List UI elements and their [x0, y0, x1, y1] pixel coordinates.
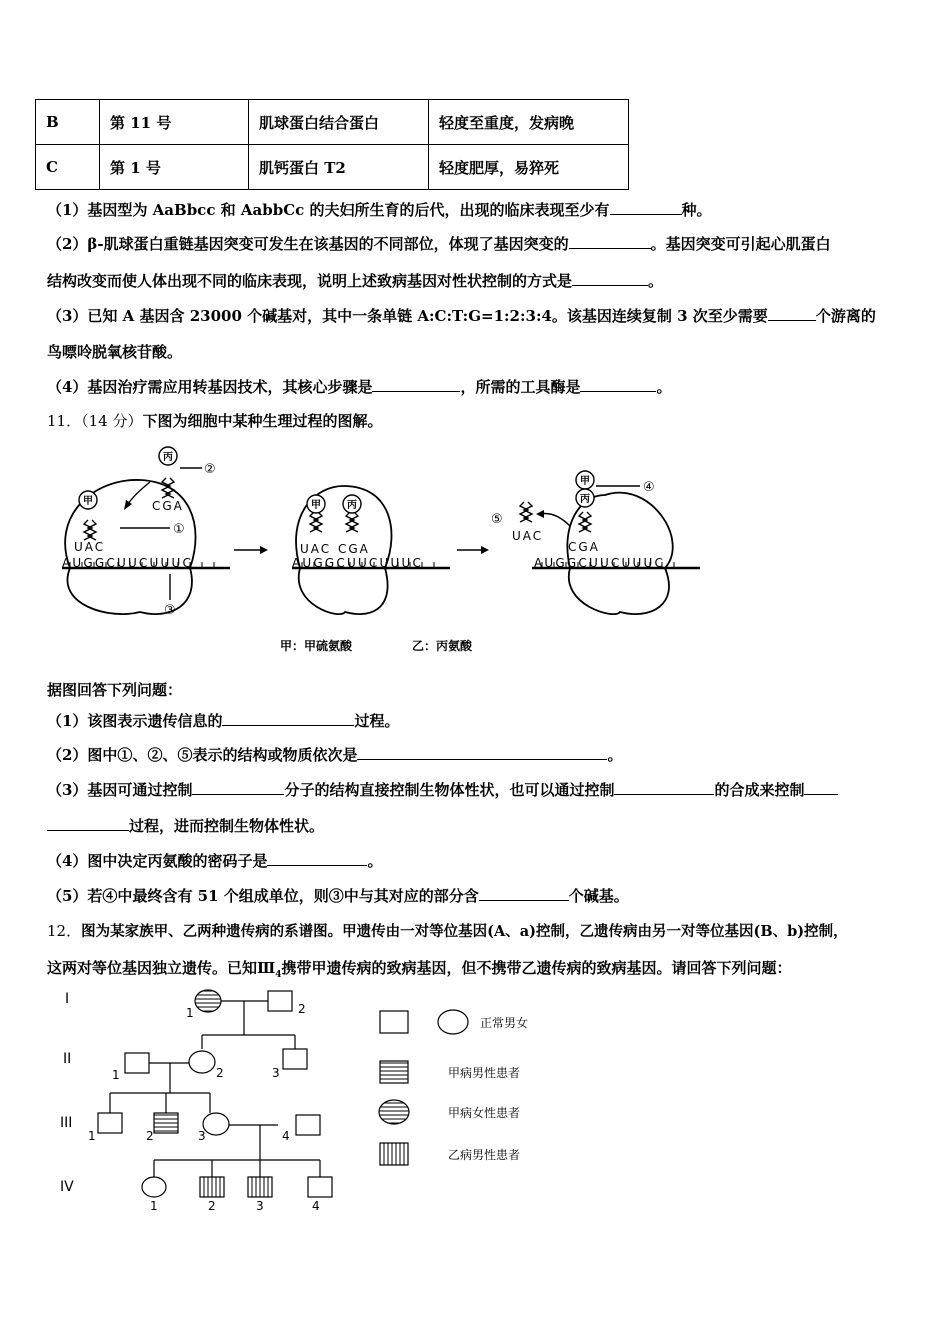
legend-female-normal — [438, 1010, 468, 1034]
legend-male-yi — [380, 1143, 408, 1165]
legend-yi: 乙：丙氨酸 — [412, 639, 473, 653]
pedigree-male-normal — [268, 991, 292, 1011]
answer-blank[interactable] — [768, 306, 816, 321]
anticodon-uac: UAC — [512, 529, 544, 543]
mrna-sequence: AUGGCUUCUUUC — [62, 556, 194, 570]
individual-number: 3 — [272, 1066, 280, 1080]
answer-blank[interactable] — [372, 377, 460, 392]
table-cell: 肌钙蛋白 T2 — [249, 145, 429, 190]
pedigree-male-normal — [98, 1113, 122, 1133]
legend-female-jia — [379, 1100, 409, 1124]
generation-label: IV — [60, 1179, 74, 1195]
label-circled-5: ⑤ — [491, 512, 503, 527]
individual-number: 2 — [208, 1199, 216, 1213]
individual-number: 1 — [150, 1199, 158, 1213]
q11-intro: 据图回答下列问题： — [47, 681, 183, 699]
generation-label: II — [63, 1051, 72, 1067]
q10-sub3-cont: 鸟嘌呤脱氧核苷酸。 — [47, 343, 183, 361]
legend-label: 甲病女性患者 — [448, 1106, 521, 1120]
answer-blank[interactable] — [580, 377, 656, 392]
anticodon-uac: UAC — [300, 542, 332, 556]
arrowhead — [124, 500, 132, 510]
individual-number: 3 — [198, 1129, 206, 1143]
label-jia: 甲 — [580, 476, 590, 487]
answer-blank[interactable] — [192, 780, 284, 795]
legend-label: 乙病男性患者 — [448, 1148, 521, 1162]
legend-label: 甲病男性患者 — [448, 1066, 521, 1080]
label-circled-2: ② — [204, 462, 216, 477]
anticodon-uac: UAC — [74, 540, 106, 554]
pedigree-male-affected-jia — [154, 1113, 178, 1133]
table-cell: 轻度肥厚，易猝死 — [429, 145, 629, 190]
anticodon-cga: CGA — [568, 540, 600, 554]
q11-sub4: （4）图中决定丙氨酸的密码子是 。 — [47, 852, 383, 870]
table-cell: 轻度至重度，发病晚 — [429, 100, 629, 145]
answer-blank[interactable] — [804, 780, 838, 795]
answer-blank[interactable] — [222, 711, 354, 726]
answer-blank[interactable] — [569, 234, 651, 249]
pedigree-female-normal — [189, 1051, 215, 1073]
legend-male-normal — [380, 1011, 408, 1033]
individual-number: 4 — [312, 1199, 320, 1213]
pedigree-male-normal — [283, 1049, 307, 1069]
q10-sub3: （3）已知 A 基因含 23000 个碱基对，其中一条单链 A:C:T:G=1:2:3:4。该基因连续复制 3 次至少需要 个游离的 — [47, 307, 876, 325]
answer-blank[interactable] — [610, 200, 682, 215]
individual-number: 2 — [146, 1129, 154, 1143]
anticodon-cga: CGA — [152, 499, 184, 513]
table-cell: 肌球蛋白结合蛋白 — [249, 100, 429, 145]
table-cell: 第 11 号 — [100, 100, 249, 145]
pedigree-chart — [50, 985, 570, 1215]
pedigree-male-normal — [308, 1177, 332, 1197]
q11-sub1: （1）该图表示遗传信息的 过程。 — [47, 712, 400, 730]
answer-blank[interactable] — [572, 271, 648, 286]
individual-number: 1 — [112, 1068, 120, 1082]
table-cell: 第 1 号 — [100, 145, 249, 190]
q11-sub2: （2）图中①、②、⑤表示的结构或物质依次是 。 — [47, 746, 623, 764]
label-circled-3: ③ — [164, 603, 176, 618]
arrowhead — [260, 546, 268, 554]
q11-sub3: （3）基因可通过控制 分子的结构直接控制生物体性状，也可以通过控制 的合成来控制 — [47, 779, 838, 800]
q10-sub1: （1）基因型为 AaBbcc 和 AabbCc 的夫妇所生育的后代，出现的临床表现至少有 种。 — [47, 201, 712, 219]
arrowhead — [481, 546, 489, 554]
q10-sub2-cont: 结构改变而使人体出现不同的临床表现，说明上述致病基因对性状控制的方式是 。 — [47, 272, 664, 290]
anticodon-cga: CGA — [338, 542, 370, 556]
q12-stem: 12．图为某家族甲、乙两种遗传病的系谱图。甲遗传由一对等位基因(A、a)控制，乙遗传病由另一对等位基因(B、b)控制， — [47, 922, 848, 940]
q12-stem-cont: 这两对等位基因独立遗传。已知$Ⅲ_4$携带甲遗传病的致病基因，但不携带乙遗传病的致病基因。请回答下列问题： — [47, 959, 792, 980]
arrowhead — [536, 510, 544, 518]
answer-blank[interactable] — [614, 780, 714, 795]
individual-number: 4 — [282, 1129, 290, 1143]
label-circled-1: ① — [173, 522, 185, 537]
q10-sub4: （4）基因治疗需应用转基因技术，其核心步骤是 ，所需的工具酶是 。 — [47, 378, 672, 396]
answer-blank[interactable] — [267, 851, 367, 866]
arrow-trna-exit — [540, 514, 570, 527]
gene-table — [35, 99, 629, 190]
legend-male-jia — [380, 1061, 408, 1083]
table-row — [36, 145, 629, 190]
q10-sub2: （2）β-肌球蛋白重链基因突变可发生在该基因的不同部位，体现了基因突变的 。基因突变可引起心肌蛋白 — [47, 235, 831, 253]
label-bing: 丙 — [347, 500, 357, 511]
individual-number: 2 — [216, 1066, 224, 1080]
q11-sub3-cont: 过程，进而控制生物体性状。 — [47, 815, 324, 836]
pedigree-male-normal — [296, 1115, 320, 1135]
pedigree-female-normal — [203, 1113, 229, 1135]
pedigree-female-normal — [142, 1177, 166, 1197]
mrna-sequence: AUGGCUUCUUUC — [534, 556, 666, 570]
table-cell: C — [36, 145, 100, 190]
label-jia: 甲 — [83, 496, 93, 507]
q11-sub5: （5）若④中最终含有 51 个组成单位，则③中与其对应的部分含 个碱基。 — [47, 887, 629, 905]
answer-blank[interactable] — [479, 886, 569, 901]
label-bing: 丙 — [580, 494, 590, 505]
table-row — [36, 100, 629, 145]
table-cell: B — [36, 100, 100, 145]
individual-number: 3 — [256, 1199, 264, 1213]
mrna-sequence: AUGGCUUCUUUC — [292, 556, 424, 570]
answer-blank[interactable] — [357, 745, 607, 760]
label-circled-4: ④ — [643, 480, 655, 495]
q11-stem: 11．（14 分）下图为细胞中某种生理过程的图解。 — [47, 412, 383, 430]
legend-label: 正常男女 — [480, 1016, 529, 1030]
generation-label: III — [60, 1115, 73, 1131]
label-bing: 丙 — [163, 452, 173, 463]
pedigree-male-affected-yi — [200, 1177, 224, 1197]
legend-jia: 甲：甲硫氨酸 — [280, 639, 353, 653]
answer-blank[interactable] — [47, 816, 129, 831]
generation-label: I — [65, 991, 70, 1007]
translation-figure — [40, 440, 720, 660]
pedigree-male-affected-yi — [248, 1177, 272, 1197]
pedigree-male-normal — [125, 1053, 149, 1073]
individual-number: 1 — [88, 1129, 96, 1143]
individual-number: 2 — [298, 1002, 306, 1016]
pedigree-female-affected-jia — [195, 990, 221, 1012]
arrow-trna-enter — [128, 482, 150, 504]
label-jia: 甲 — [311, 500, 321, 511]
individual-number: 1 — [186, 1006, 194, 1020]
